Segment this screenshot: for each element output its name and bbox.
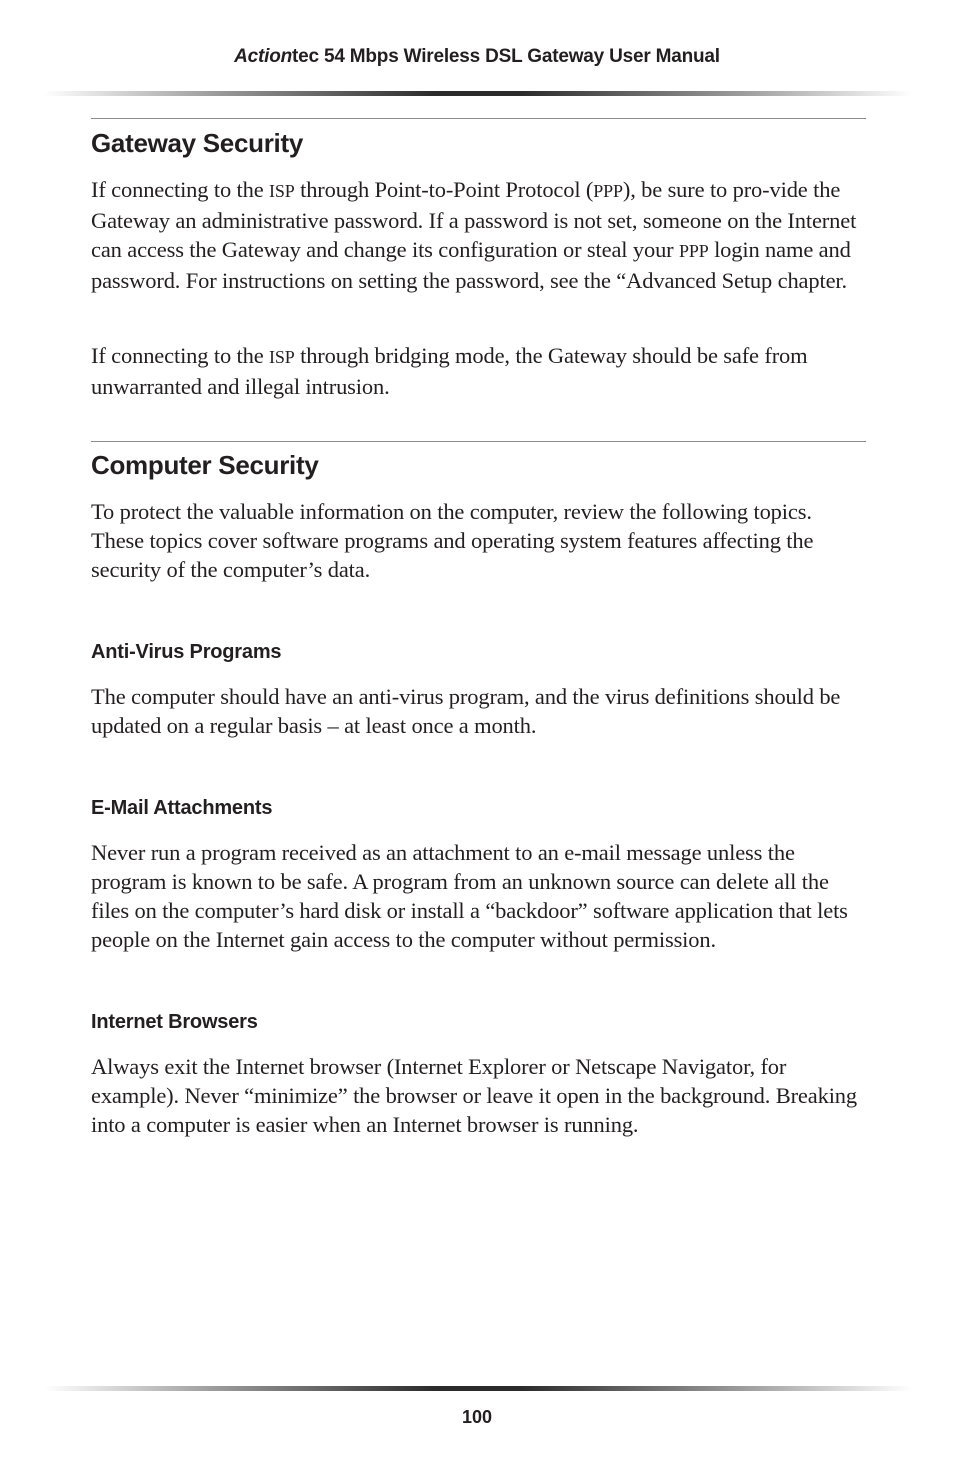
text-run: login name and password. For instructions on setting the password, see the “Advanced Setup chapter.: [91, 237, 851, 293]
footer-rule: [44, 1386, 912, 1391]
text-run: through bridging mode, the Gateway should be safe from unwarranted and illegal intrusion.: [91, 343, 808, 399]
header-brand-italic: Action: [234, 46, 293, 67]
header-rule: [44, 91, 912, 96]
section-title-computer-security: Computer Security: [91, 450, 319, 480]
subsection-body-internet-browsers: Always exit the Internet browser (Internet Explorer or Netscape Navigator, for example). Never “minimize” the browser or leave it open in the background. Breaking into a computer is easier when an Internet browser is running.: [91, 1054, 858, 1137]
abbr-ppp: PPP: [679, 241, 709, 261]
abbr-ppp: PPP: [593, 181, 623, 201]
text-run: If connecting to the: [91, 343, 270, 368]
section-divider-gateway: [91, 118, 866, 119]
subsection-body-anti-virus: The computer should have an anti-virus program, and the virus definitions should be updated on a regular basis – at least once a month.: [91, 684, 841, 738]
section-divider-computer: [91, 441, 866, 442]
subsection-title-anti-virus: Anti-Virus Programs: [91, 641, 282, 663]
abbr-isp: ISP: [269, 347, 295, 367]
text-run: ), be sure to pro-vide the Gateway an administrative password. If a password is not set, someone on the Internet can access the Gateway and change its configuration or steal your: [91, 177, 857, 262]
subsection-body-email-attachments: Never run a program received as an attachment to an e-mail message unless the program is known to be safe. A program from an unknown source can delete all the files on the computer’s hard disk or install a “backdoor” software application that lets people on the Internet gain access to the computer without permission.: [91, 840, 848, 952]
gateway-security-paragraph-1: [91, 175, 866, 295]
subsection-title-internet-browsers: Internet Browsers: [91, 1011, 258, 1033]
subsection-title-email-attachments: E-Mail Attachments: [91, 797, 273, 819]
page-number: 100: [461, 1407, 493, 1427]
abbr-isp: ISP: [269, 181, 295, 201]
text-run: If connecting to the: [91, 177, 270, 202]
running-header: [0, 46, 954, 68]
header-title: tec 54 Mbps Wireless DSL Gateway User Manual: [292, 46, 720, 67]
section-title-gateway-security: Gateway Security: [91, 128, 303, 158]
text-run: through Point-to-Point Protocol (: [294, 177, 594, 202]
gateway-security-paragraph-2: [91, 341, 866, 401]
computer-security-intro: To protect the valuable information on the computer, review the following topics. These topics cover software programs and operating system features affecting the security of the computer’s data.: [91, 499, 814, 582]
